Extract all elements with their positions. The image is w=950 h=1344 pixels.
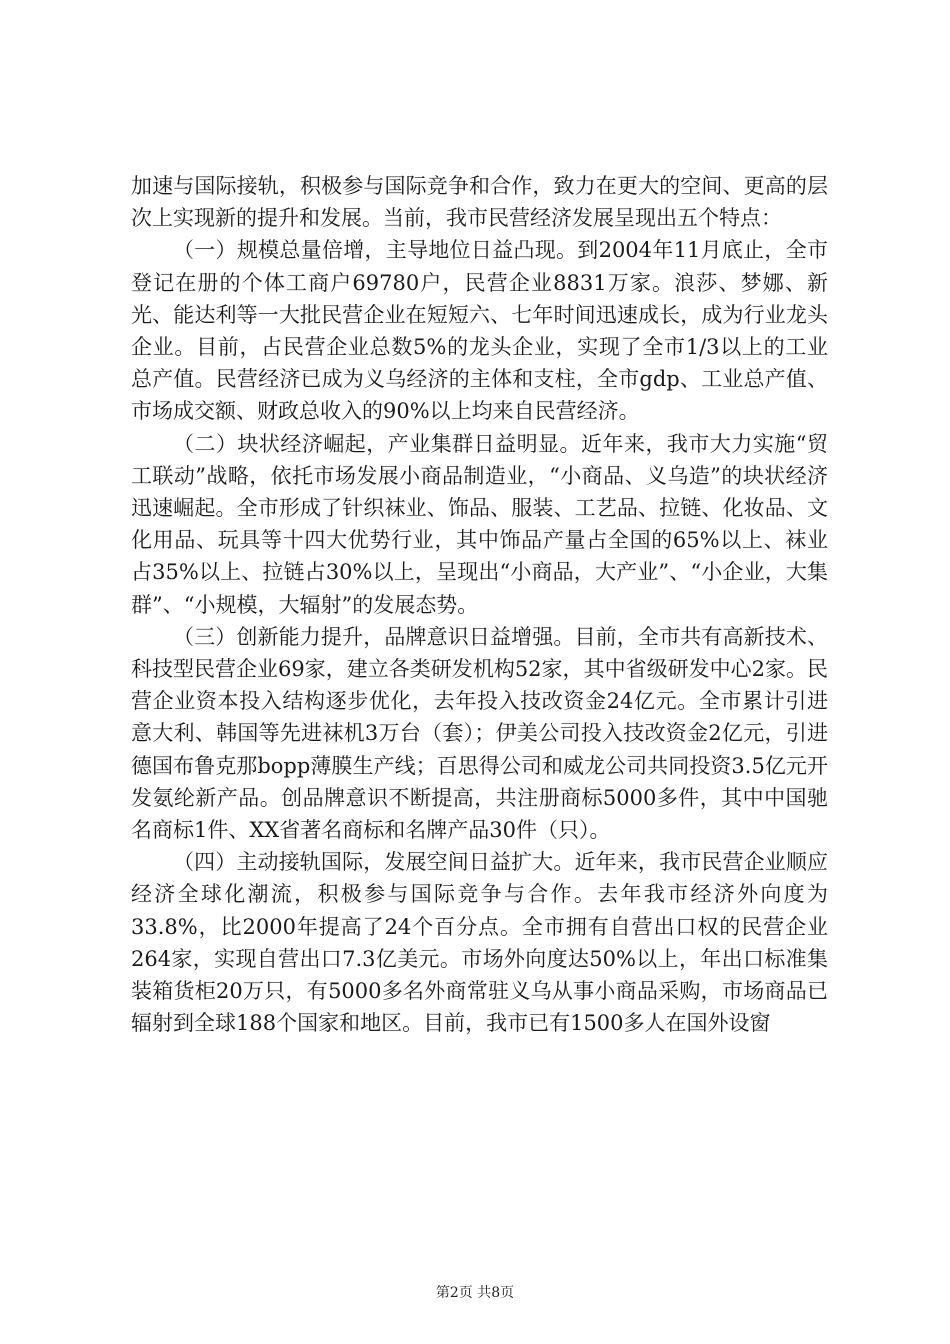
paragraph-section-3: （三）创新能力提升，品牌意识日益增强。目前，全市共有高新技术、科技型民营企业69家，建立各类研发机构52家，其中省级研发中心2家。民营企业资本投入结构逐步优化，去年投入技改资金24亿元。全市累计引进意大利、韩国等先进袜机3万台（套）；伊美公司投入技改资金2亿元，引进德国布鲁克那bopp薄膜生产线；百思得公司和威龙公司共同投资3.5亿元开发氨纶新产品。创品牌意识不断提高，共注册商标5000多件，其中中国驰名商标1件、XX省著名商标和名牌产品30件（只）。 [131, 624, 828, 843]
paragraph-intro: 加速与国际接轨，积极参与国际竞争和合作，致力在更大的空间、更高的层次上实现新的提升和发展。当前，我市民营经济发展呈现出五个特点： [131, 174, 828, 231]
document-body [131, 170, 828, 1039]
paragraph-section-4: （四）主动接轨国际，发展空间日益扩大。近年来，我市民营企业顺应经济全球化潮流，积极参与国际竞争与合作。去年我市经济外向度为33.8%，比2000年提高了24个百分点。全市拥有自营出口权的民营企业264家，实现自营出口7.3亿美元。市场外向度达50%以上，年出口标准集装箱货柜20万只，有5000多名外商常驻义乌从事小商品采购，市场商品已辐射到全球188个国家和地区。目前，我市已有1500多人在国外设窗 [131, 850, 828, 1036]
paragraph-section-1: （一）规模总量倍增，主导地位日益凸现。到2004年11月底止，全市登记在册的个体工商户69780户，民营企业8831万家。浪莎、梦娜、新光、能达利等一大批民营企业在短短六、七年时间迅速成长，成为行业龙头企业。目前，占民营企业总数5%的龙头企业，实现了全市1/3以上的工业总产值。民营经济已成为义乌经济的主体和支柱，全市gdp、工业总产值、市场成交额、财政总收入的90%以上均来自民营经济。 [131, 238, 828, 424]
paragraph-section-2: （二）块状经济崛起，产业集群日益明显。近年来，我市大力实施“贸工联动”战略，依托市场发展小商品制造业，“小商品、义乌造”的块状经济迅速崛起。全市形成了针织袜业、饰品、服装、工艺品、拉链、化妆品、文化用品、玩具等十四大优势行业，其中饰品产量占全国的65%以上、袜业占35%以上、拉链占30%以上，呈现出“小商品，大产业”、“小企业，大集群”、“小规模，大辐射”的发展态势。 [131, 431, 828, 617]
page-number-footer: 第2页 共8页 [435, 1285, 515, 1301]
